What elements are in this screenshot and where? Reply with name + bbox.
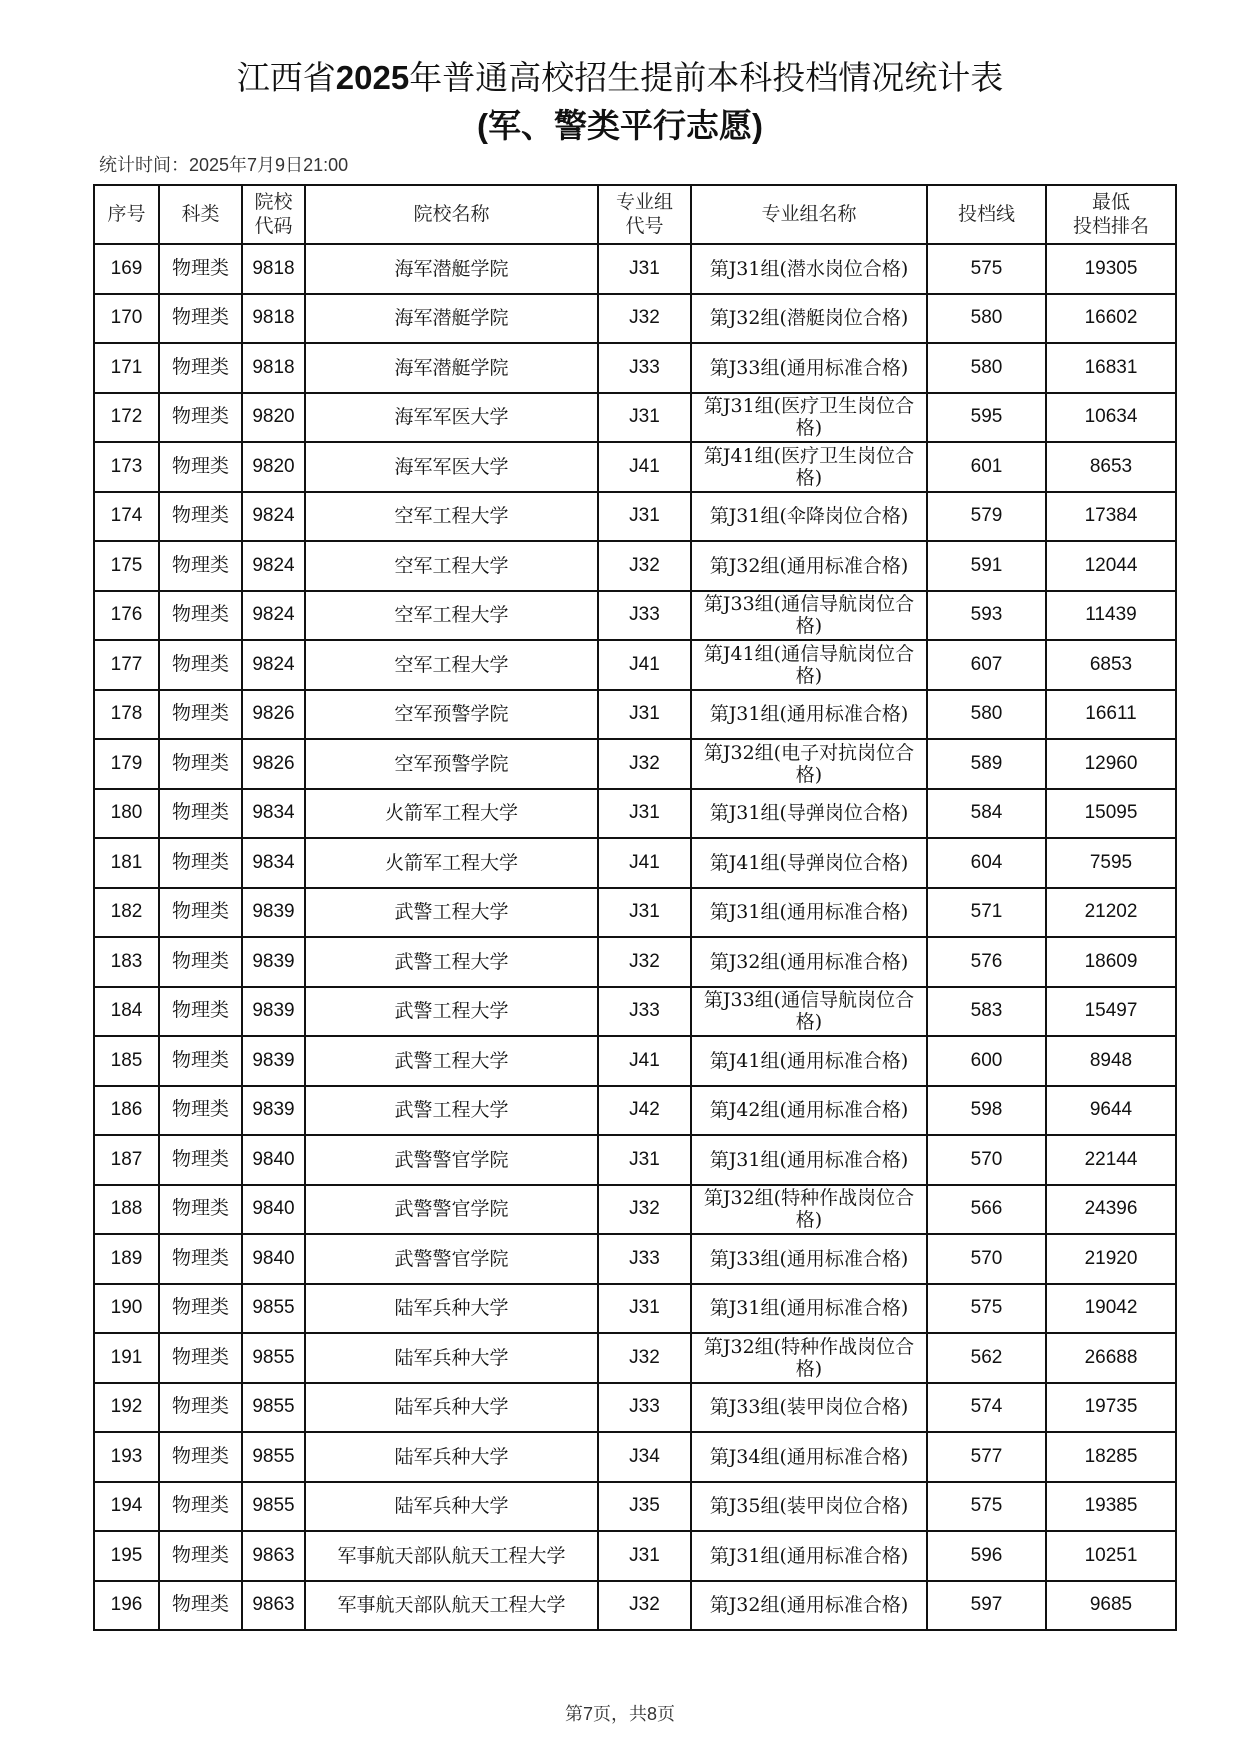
row-min-rank: 17384	[1046, 492, 1176, 542]
row-group-code: J31	[598, 393, 691, 443]
row-group-code: J32	[598, 937, 691, 987]
admission-table	[93, 184, 1177, 1631]
row-seq: 185	[94, 1036, 159, 1086]
row-group-code: J32	[598, 541, 691, 591]
row-cutoff: 575	[927, 1482, 1046, 1532]
row-min-rank: 11439	[1046, 591, 1176, 641]
row-group-name: 第J31组(通用标准合格)	[691, 888, 927, 938]
row-seq: 173	[94, 442, 159, 492]
table-row	[94, 1482, 1176, 1532]
row-cutoff: 583	[927, 987, 1046, 1037]
row-cutoff: 604	[927, 838, 1046, 888]
row-min-rank: 6853	[1046, 640, 1176, 690]
title-suffix: 年普通高校招生提前本科投档情况统计表	[409, 59, 1004, 96]
row-school-name: 陆军兵种大学	[305, 1284, 598, 1334]
row-group-code: J41	[598, 442, 691, 492]
row-cutoff: 593	[927, 591, 1046, 641]
row-group-code: J31	[598, 888, 691, 938]
row-group-code: J31	[598, 690, 691, 740]
row-cutoff: 566	[927, 1185, 1046, 1235]
row-school-code: 9824	[242, 541, 305, 591]
row-group-name: 第J33组(装甲岗位合格)	[691, 1383, 927, 1433]
row-group-code: J33	[598, 987, 691, 1037]
row-seq: 187	[94, 1135, 159, 1185]
row-min-rank: 9644	[1046, 1086, 1176, 1136]
row-school-name: 陆军兵种大学	[305, 1333, 598, 1383]
row-school-name: 海军潜艇学院	[305, 343, 598, 393]
row-category: 物理类	[159, 888, 242, 938]
row-school-code: 9855	[242, 1284, 305, 1334]
row-seq: 180	[94, 789, 159, 839]
row-school-name: 武警工程大学	[305, 937, 598, 987]
row-school-code: 9818	[242, 294, 305, 344]
row-category: 物理类	[159, 690, 242, 740]
stat-time: 统计时间：2025年7月9日21:00	[99, 155, 349, 175]
row-group-code: J42	[598, 1086, 691, 1136]
row-seq: 178	[94, 690, 159, 740]
row-group-code: J32	[598, 294, 691, 344]
row-group-code: J33	[598, 591, 691, 641]
row-group-code: J31	[598, 1531, 691, 1581]
row-cutoff: 570	[927, 1234, 1046, 1284]
row-cutoff: 576	[927, 937, 1046, 987]
table-row	[94, 492, 1176, 542]
row-min-rank: 8653	[1046, 442, 1176, 492]
row-group-name: 第J32组(特种作战岗位合格)	[691, 1333, 927, 1383]
row-school-code: 9839	[242, 987, 305, 1037]
row-cutoff: 580	[927, 294, 1046, 344]
row-school-name: 空军工程大学	[305, 640, 598, 690]
header-cutoff: 投档线	[927, 185, 1046, 244]
row-group-name: 第J31组(通用标准合格)	[691, 1135, 927, 1185]
row-min-rank: 18609	[1046, 937, 1176, 987]
row-school-name: 武警工程大学	[305, 987, 598, 1037]
header-group-code: 专业组 代号	[598, 185, 691, 244]
row-category: 物理类	[159, 1185, 242, 1235]
row-school-name: 陆军兵种大学	[305, 1482, 598, 1532]
row-category: 物理类	[159, 541, 242, 591]
row-school-name: 武警工程大学	[305, 1086, 598, 1136]
row-min-rank: 12044	[1046, 541, 1176, 591]
row-seq: 182	[94, 888, 159, 938]
row-school-name: 武警警官学院	[305, 1234, 598, 1284]
row-group-code: J41	[598, 838, 691, 888]
row-cutoff: 607	[927, 640, 1046, 690]
table-row	[94, 1284, 1176, 1334]
row-group-code: J32	[598, 1185, 691, 1235]
row-category: 物理类	[159, 492, 242, 542]
table-row	[94, 591, 1176, 641]
row-min-rank: 19735	[1046, 1383, 1176, 1433]
document-title	[0, 58, 1240, 98]
row-school-code: 9834	[242, 789, 305, 839]
row-seq: 177	[94, 640, 159, 690]
row-min-rank: 26688	[1046, 1333, 1176, 1383]
table-row	[94, 1531, 1176, 1581]
row-seq: 196	[94, 1581, 159, 1631]
row-cutoff: 595	[927, 393, 1046, 443]
header-min-rank: 最低 投档排名	[1046, 185, 1176, 244]
row-category: 物理类	[159, 937, 242, 987]
row-min-rank: 19042	[1046, 1284, 1176, 1334]
row-school-code: 9840	[242, 1135, 305, 1185]
row-group-code: J35	[598, 1482, 691, 1532]
row-cutoff: 596	[927, 1531, 1046, 1581]
table-row	[94, 1234, 1176, 1284]
row-seq: 175	[94, 541, 159, 591]
row-school-name: 武警工程大学	[305, 888, 598, 938]
row-group-name: 第J35组(装甲岗位合格)	[691, 1482, 927, 1532]
row-min-rank: 24396	[1046, 1185, 1176, 1235]
row-group-code: J33	[598, 343, 691, 393]
row-school-code: 9839	[242, 1036, 305, 1086]
row-group-code: J32	[598, 1581, 691, 1631]
row-group-code: J33	[598, 1383, 691, 1433]
row-min-rank: 16831	[1046, 343, 1176, 393]
row-school-code: 9824	[242, 640, 305, 690]
row-category: 物理类	[159, 1581, 242, 1631]
title-year: 2025	[335, 59, 410, 96]
row-category: 物理类	[159, 1333, 242, 1383]
header-category: 科类	[159, 185, 242, 244]
row-school-code: 9840	[242, 1234, 305, 1284]
row-cutoff: 600	[927, 1036, 1046, 1086]
row-group-name: 第J32组(通用标准合格)	[691, 541, 927, 591]
row-group-code: J31	[598, 492, 691, 542]
row-group-name: 第J41组(通用标准合格)	[691, 1036, 927, 1086]
row-seq: 174	[94, 492, 159, 542]
row-group-name: 第J32组(电子对抗岗位合格)	[691, 739, 927, 789]
row-seq: 172	[94, 393, 159, 443]
page-footer: 第7页，共8页	[564, 1704, 676, 1724]
table-row	[94, 838, 1176, 888]
row-seq: 193	[94, 1432, 159, 1482]
row-min-rank: 16602	[1046, 294, 1176, 344]
row-min-rank: 12960	[1046, 739, 1176, 789]
row-min-rank: 16611	[1046, 690, 1176, 740]
row-school-code: 9818	[242, 244, 305, 294]
row-seq: 170	[94, 294, 159, 344]
row-school-code: 9839	[242, 937, 305, 987]
row-school-code: 9840	[242, 1185, 305, 1235]
table-row	[94, 888, 1176, 938]
table-row	[94, 1086, 1176, 1136]
row-group-name: 第J31组(导弹岗位合格)	[691, 789, 927, 839]
row-category: 物理类	[159, 640, 242, 690]
row-category: 物理类	[159, 1234, 242, 1284]
table-row	[94, 393, 1176, 443]
row-group-name: 第J33组(通信导航岗位合格)	[691, 591, 927, 641]
row-school-name: 武警警官学院	[305, 1185, 598, 1235]
row-school-code: 9863	[242, 1531, 305, 1581]
row-category: 物理类	[159, 294, 242, 344]
row-group-name: 第J41组(医疗卫生岗位合格)	[691, 442, 927, 492]
table-row	[94, 442, 1176, 492]
row-seq: 181	[94, 838, 159, 888]
row-seq: 190	[94, 1284, 159, 1334]
row-school-code: 9839	[242, 888, 305, 938]
table-row	[94, 541, 1176, 591]
row-cutoff: 580	[927, 690, 1046, 740]
row-seq: 171	[94, 343, 159, 393]
row-category: 物理类	[159, 442, 242, 492]
row-cutoff: 580	[927, 343, 1046, 393]
row-category: 物理类	[159, 1086, 242, 1136]
row-min-rank: 15095	[1046, 789, 1176, 839]
row-school-code: 9826	[242, 739, 305, 789]
row-min-rank: 21202	[1046, 888, 1176, 938]
table-row	[94, 987, 1176, 1037]
header-seq: 序号	[94, 185, 159, 244]
row-seq: 183	[94, 937, 159, 987]
row-cutoff: 584	[927, 789, 1046, 839]
row-cutoff: 570	[927, 1135, 1046, 1185]
row-cutoff: 591	[927, 541, 1046, 591]
row-group-name: 第J32组(通用标准合格)	[691, 937, 927, 987]
table-row	[94, 1432, 1176, 1482]
row-seq: 176	[94, 591, 159, 641]
row-seq: 179	[94, 739, 159, 789]
row-group-name: 第J42组(通用标准合格)	[691, 1086, 927, 1136]
row-seq: 195	[94, 1531, 159, 1581]
row-category: 物理类	[159, 789, 242, 839]
row-min-rank: 18285	[1046, 1432, 1176, 1482]
title-prefix: 江西省	[236, 59, 336, 96]
row-group-name: 第J31组(医疗卫生岗位合格)	[691, 393, 927, 443]
row-category: 物理类	[159, 1432, 242, 1482]
row-school-name: 海军军医大学	[305, 442, 598, 492]
header-school-code: 院校 代码	[242, 185, 305, 244]
row-group-code: J41	[598, 640, 691, 690]
table-row	[94, 690, 1176, 740]
row-category: 物理类	[159, 393, 242, 443]
row-cutoff: 571	[927, 888, 1046, 938]
row-school-name: 军事航天部队航天工程大学	[305, 1581, 598, 1631]
row-school-name: 海军潜艇学院	[305, 244, 598, 294]
row-group-name: 第J41组(通信导航岗位合格)	[691, 640, 927, 690]
row-group-code: J31	[598, 244, 691, 294]
row-school-code: 9820	[242, 393, 305, 443]
table-row	[94, 1383, 1176, 1433]
row-category: 物理类	[159, 739, 242, 789]
row-group-name: 第J32组(通用标准合格)	[691, 1581, 927, 1631]
row-school-code: 9824	[242, 591, 305, 641]
table-row	[94, 789, 1176, 839]
row-min-rank: 19385	[1046, 1482, 1176, 1532]
row-category: 物理类	[159, 1531, 242, 1581]
row-school-code: 9824	[242, 492, 305, 542]
row-seq: 191	[94, 1333, 159, 1383]
row-cutoff: 601	[927, 442, 1046, 492]
row-group-name: 第J31组(伞降岗位合格)	[691, 492, 927, 542]
row-school-code: 9820	[242, 442, 305, 492]
row-school-name: 空军工程大学	[305, 591, 598, 641]
row-group-code: J32	[598, 739, 691, 789]
row-group-code: J32	[598, 1333, 691, 1383]
row-school-name: 武警警官学院	[305, 1135, 598, 1185]
table-row	[94, 244, 1176, 294]
row-category: 物理类	[159, 591, 242, 641]
table-row	[94, 739, 1176, 789]
table-row	[94, 1185, 1176, 1235]
row-category: 物理类	[159, 1284, 242, 1334]
row-school-name: 空军工程大学	[305, 541, 598, 591]
row-category: 物理类	[159, 244, 242, 294]
row-cutoff: 597	[927, 1581, 1046, 1631]
row-category: 物理类	[159, 838, 242, 888]
row-school-code: 9855	[242, 1482, 305, 1532]
row-min-rank: 10634	[1046, 393, 1176, 443]
row-school-code: 9826	[242, 690, 305, 740]
row-school-name: 海军军医大学	[305, 393, 598, 443]
table-row	[94, 640, 1176, 690]
row-group-name: 第J34组(通用标准合格)	[691, 1432, 927, 1482]
table-row	[94, 937, 1176, 987]
table-body	[94, 244, 1176, 1630]
row-school-name: 武警工程大学	[305, 1036, 598, 1086]
row-school-name: 军事航天部队航天工程大学	[305, 1531, 598, 1581]
row-group-code: J31	[598, 1135, 691, 1185]
row-seq: 169	[94, 244, 159, 294]
row-seq: 192	[94, 1383, 159, 1433]
row-category: 物理类	[159, 1383, 242, 1433]
row-group-code: J41	[598, 1036, 691, 1086]
row-group-name: 第J33组(通用标准合格)	[691, 1234, 927, 1284]
row-school-name: 海军潜艇学院	[305, 294, 598, 344]
row-school-code: 9855	[242, 1432, 305, 1482]
document-subtitle: (军、警类平行志愿)	[477, 107, 763, 144]
row-group-code: J34	[598, 1432, 691, 1482]
row-seq: 188	[94, 1185, 159, 1235]
row-group-name: 第J32组(特种作战岗位合格)	[691, 1185, 927, 1235]
row-school-name: 空军预警学院	[305, 690, 598, 740]
row-school-code: 9839	[242, 1086, 305, 1136]
row-group-name: 第J31组(潜水岗位合格)	[691, 244, 927, 294]
row-group-name: 第J32组(潜艇岗位合格)	[691, 294, 927, 344]
table-row	[94, 1581, 1176, 1631]
row-school-name: 空军预警学院	[305, 739, 598, 789]
row-seq: 186	[94, 1086, 159, 1136]
row-group-name: 第J33组(通信导航岗位合格)	[691, 987, 927, 1037]
row-group-name: 第J31组(通用标准合格)	[691, 1284, 927, 1334]
row-school-name: 陆军兵种大学	[305, 1383, 598, 1433]
row-group-name: 第J31组(通用标准合格)	[691, 1531, 927, 1581]
row-school-name: 火箭军工程大学	[305, 789, 598, 839]
row-group-name: 第J31组(通用标准合格)	[691, 690, 927, 740]
row-school-name: 陆军兵种大学	[305, 1432, 598, 1482]
row-cutoff: 562	[927, 1333, 1046, 1383]
row-school-code: 9863	[242, 1581, 305, 1631]
row-group-code: J33	[598, 1234, 691, 1284]
row-cutoff: 574	[927, 1383, 1046, 1433]
row-group-code: J31	[598, 1284, 691, 1334]
row-school-code: 9818	[242, 343, 305, 393]
row-category: 物理类	[159, 343, 242, 393]
row-cutoff: 579	[927, 492, 1046, 542]
row-school-code: 9855	[242, 1333, 305, 1383]
table-row	[94, 1135, 1176, 1185]
row-cutoff: 575	[927, 244, 1046, 294]
table-row	[94, 1333, 1176, 1383]
row-cutoff: 589	[927, 739, 1046, 789]
row-group-code: J31	[598, 789, 691, 839]
row-seq: 184	[94, 987, 159, 1037]
row-min-rank: 10251	[1046, 1531, 1176, 1581]
header-school-name: 院校名称	[305, 185, 598, 244]
row-school-name: 空军工程大学	[305, 492, 598, 542]
row-category: 物理类	[159, 1036, 242, 1086]
table-row	[94, 294, 1176, 344]
row-category: 物理类	[159, 1482, 242, 1532]
table-row	[94, 343, 1176, 393]
table-header-row	[94, 185, 1176, 244]
row-school-name: 火箭军工程大学	[305, 838, 598, 888]
row-group-name: 第J33组(通用标准合格)	[691, 343, 927, 393]
row-min-rank: 21920	[1046, 1234, 1176, 1284]
row-school-code: 9855	[242, 1383, 305, 1433]
table-row	[94, 1036, 1176, 1086]
row-category: 物理类	[159, 987, 242, 1037]
row-min-rank: 7595	[1046, 838, 1176, 888]
row-group-name: 第J41组(导弹岗位合格)	[691, 838, 927, 888]
row-cutoff: 575	[927, 1284, 1046, 1334]
row-min-rank: 19305	[1046, 244, 1176, 294]
row-seq: 189	[94, 1234, 159, 1284]
row-min-rank: 22144	[1046, 1135, 1176, 1185]
row-school-code: 9834	[242, 838, 305, 888]
row-min-rank: 9685	[1046, 1581, 1176, 1631]
row-min-rank: 8948	[1046, 1036, 1176, 1086]
row-cutoff: 598	[927, 1086, 1046, 1136]
row-category: 物理类	[159, 1135, 242, 1185]
header-group-name: 专业组名称	[691, 185, 927, 244]
row-cutoff: 577	[927, 1432, 1046, 1482]
row-seq: 194	[94, 1482, 159, 1532]
row-min-rank: 15497	[1046, 987, 1176, 1037]
